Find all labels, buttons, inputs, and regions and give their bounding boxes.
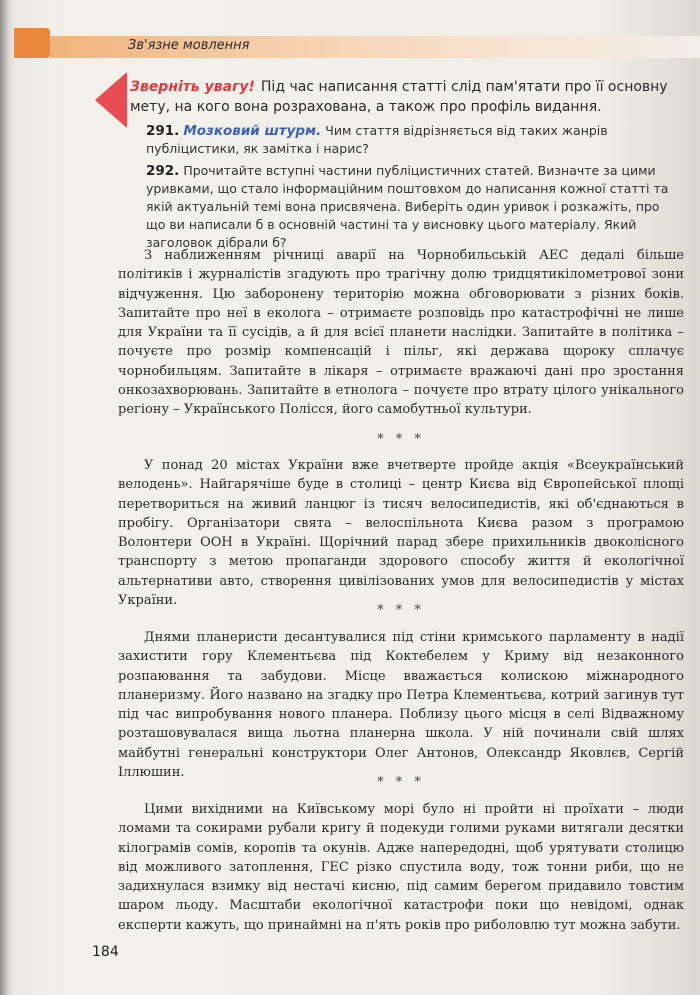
article-excerpt-kyiv-sea: Цими вихідними на Київському морі було ні пройти ні проїхати – люди ломами та сокирами рубали кригу й подекуди голими руками витягали десятки кілограмів сомів, коропів та окунів. Адже напередодні, щоб урятувати столицю від можливого затоплення, ГЕС різко спустила воду, тож тонни риби, що не задихнулася взимку від нестачі кисню, під самим берегом придавило товстим шаром льоду. Масштаби екологічної катастрофи поки що невідомі, однак експерти кажуть, що принаймні на п'ять років про риболовлю тут можна забути.	[118, 802, 684, 933]
exercise-291	[146, 122, 680, 158]
separator-stars: * * *	[377, 432, 425, 447]
notice-text: Під час написання статті слід пам'ятати про її основну мету, на кого вона розрахована, а також про профіль видання.	[130, 79, 668, 115]
article-excerpt-gliders: Днями планеристи десантувалися під стіни кримського парламенту в надії захистити гору Клементьєва під Коктебелем у Криму від незаконного розпаювання та забудови. Місце вважається колискою міжнародного планеризму. Його названо на згадку про Петра Клементьєва, котрий загинув тут під час випробування нового планера. Поблизу цього місця в селі Відважному розташовувалася вища льотна планерна школа. У ній починали свій шлях майбутні генеральні конструктори Олег Антонов, Олександр Яковлєв, Сергій Іллюшин.	[118, 630, 684, 781]
notice-label: Зверніть увагу!	[130, 79, 255, 95]
exercise-number: 291.	[146, 123, 180, 139]
exercise-text: Прочитайте вступні частини публіцистичних статей. Визначте за цими уривками, що стало інформаційним поштовхом до написання кожної статті та якій актуальній темі вона присвячена. Виберіть один уривок і розкажіть, про що ви написали б в основній частині та у висновку цього матеріалу. Який заголовок дібрали б?	[146, 163, 669, 250]
exercise-number: 292.	[146, 163, 180, 179]
section-tab-marker	[14, 28, 50, 58]
attention-notice	[130, 77, 682, 117]
section-title: Зв'язне мовлення	[128, 38, 250, 53]
book-spine	[0, 0, 14, 995]
article-excerpt-chornobyl: З наближенням річниці аварії на Чорнобильській АЕС дедалі більше політиків і журналістів згадують про трагічну долю тридцятикілометрової зони відчуження. Цю заборонену територію можна обговорювати з різних боків. Запитайте про неї в еколога – отримаєте розповідь про катастрофічні не лише для України та її сусідів, а й для всієї планети наслідки. Запитайте в політика – почуєте про розмір компенсацій і пільг, які держава щороку сплачує чорнобильцям. Запитайте в лікаря – отримаєте вражаючі дані про зростання онкозахворювань. Запитайте в етнолога – почуєте про втрату цілого унікального регіону – Українського Полісся, його самобутньої культури.	[118, 248, 684, 418]
attention-arrow-icon	[95, 72, 127, 128]
exercise-text: Чим стаття відрізняється від таких жанрів публіцистики, як замітка і нарис?	[146, 123, 608, 156]
page-number: 184	[92, 944, 119, 960]
separator-stars: * * *	[377, 603, 425, 618]
exercise-292	[146, 162, 680, 252]
separator-stars: * * *	[377, 775, 425, 790]
exercise-title: Мозковий штурм.	[183, 123, 322, 139]
article-excerpt-veloday: У понад 20 містах України вже вчетверте пройде акція «Всеукраїнський велодень». Найгарячіше буде в столиці – центр Києва від Європейської площі перетвориться на живий ланцюг із тисяч велосипедистів, які об'єднаються в пробігу. Організатори свята – велоспільнота Києва разом з програмою Волонтери ООН в Україні. Щорічний парад збере прихильників двоколісного транспорту з метою пропаганди здорового способу життя й екологічної альтернативи авто, створення цивілізованих умов для велосипедистів у містах України.	[118, 458, 684, 609]
